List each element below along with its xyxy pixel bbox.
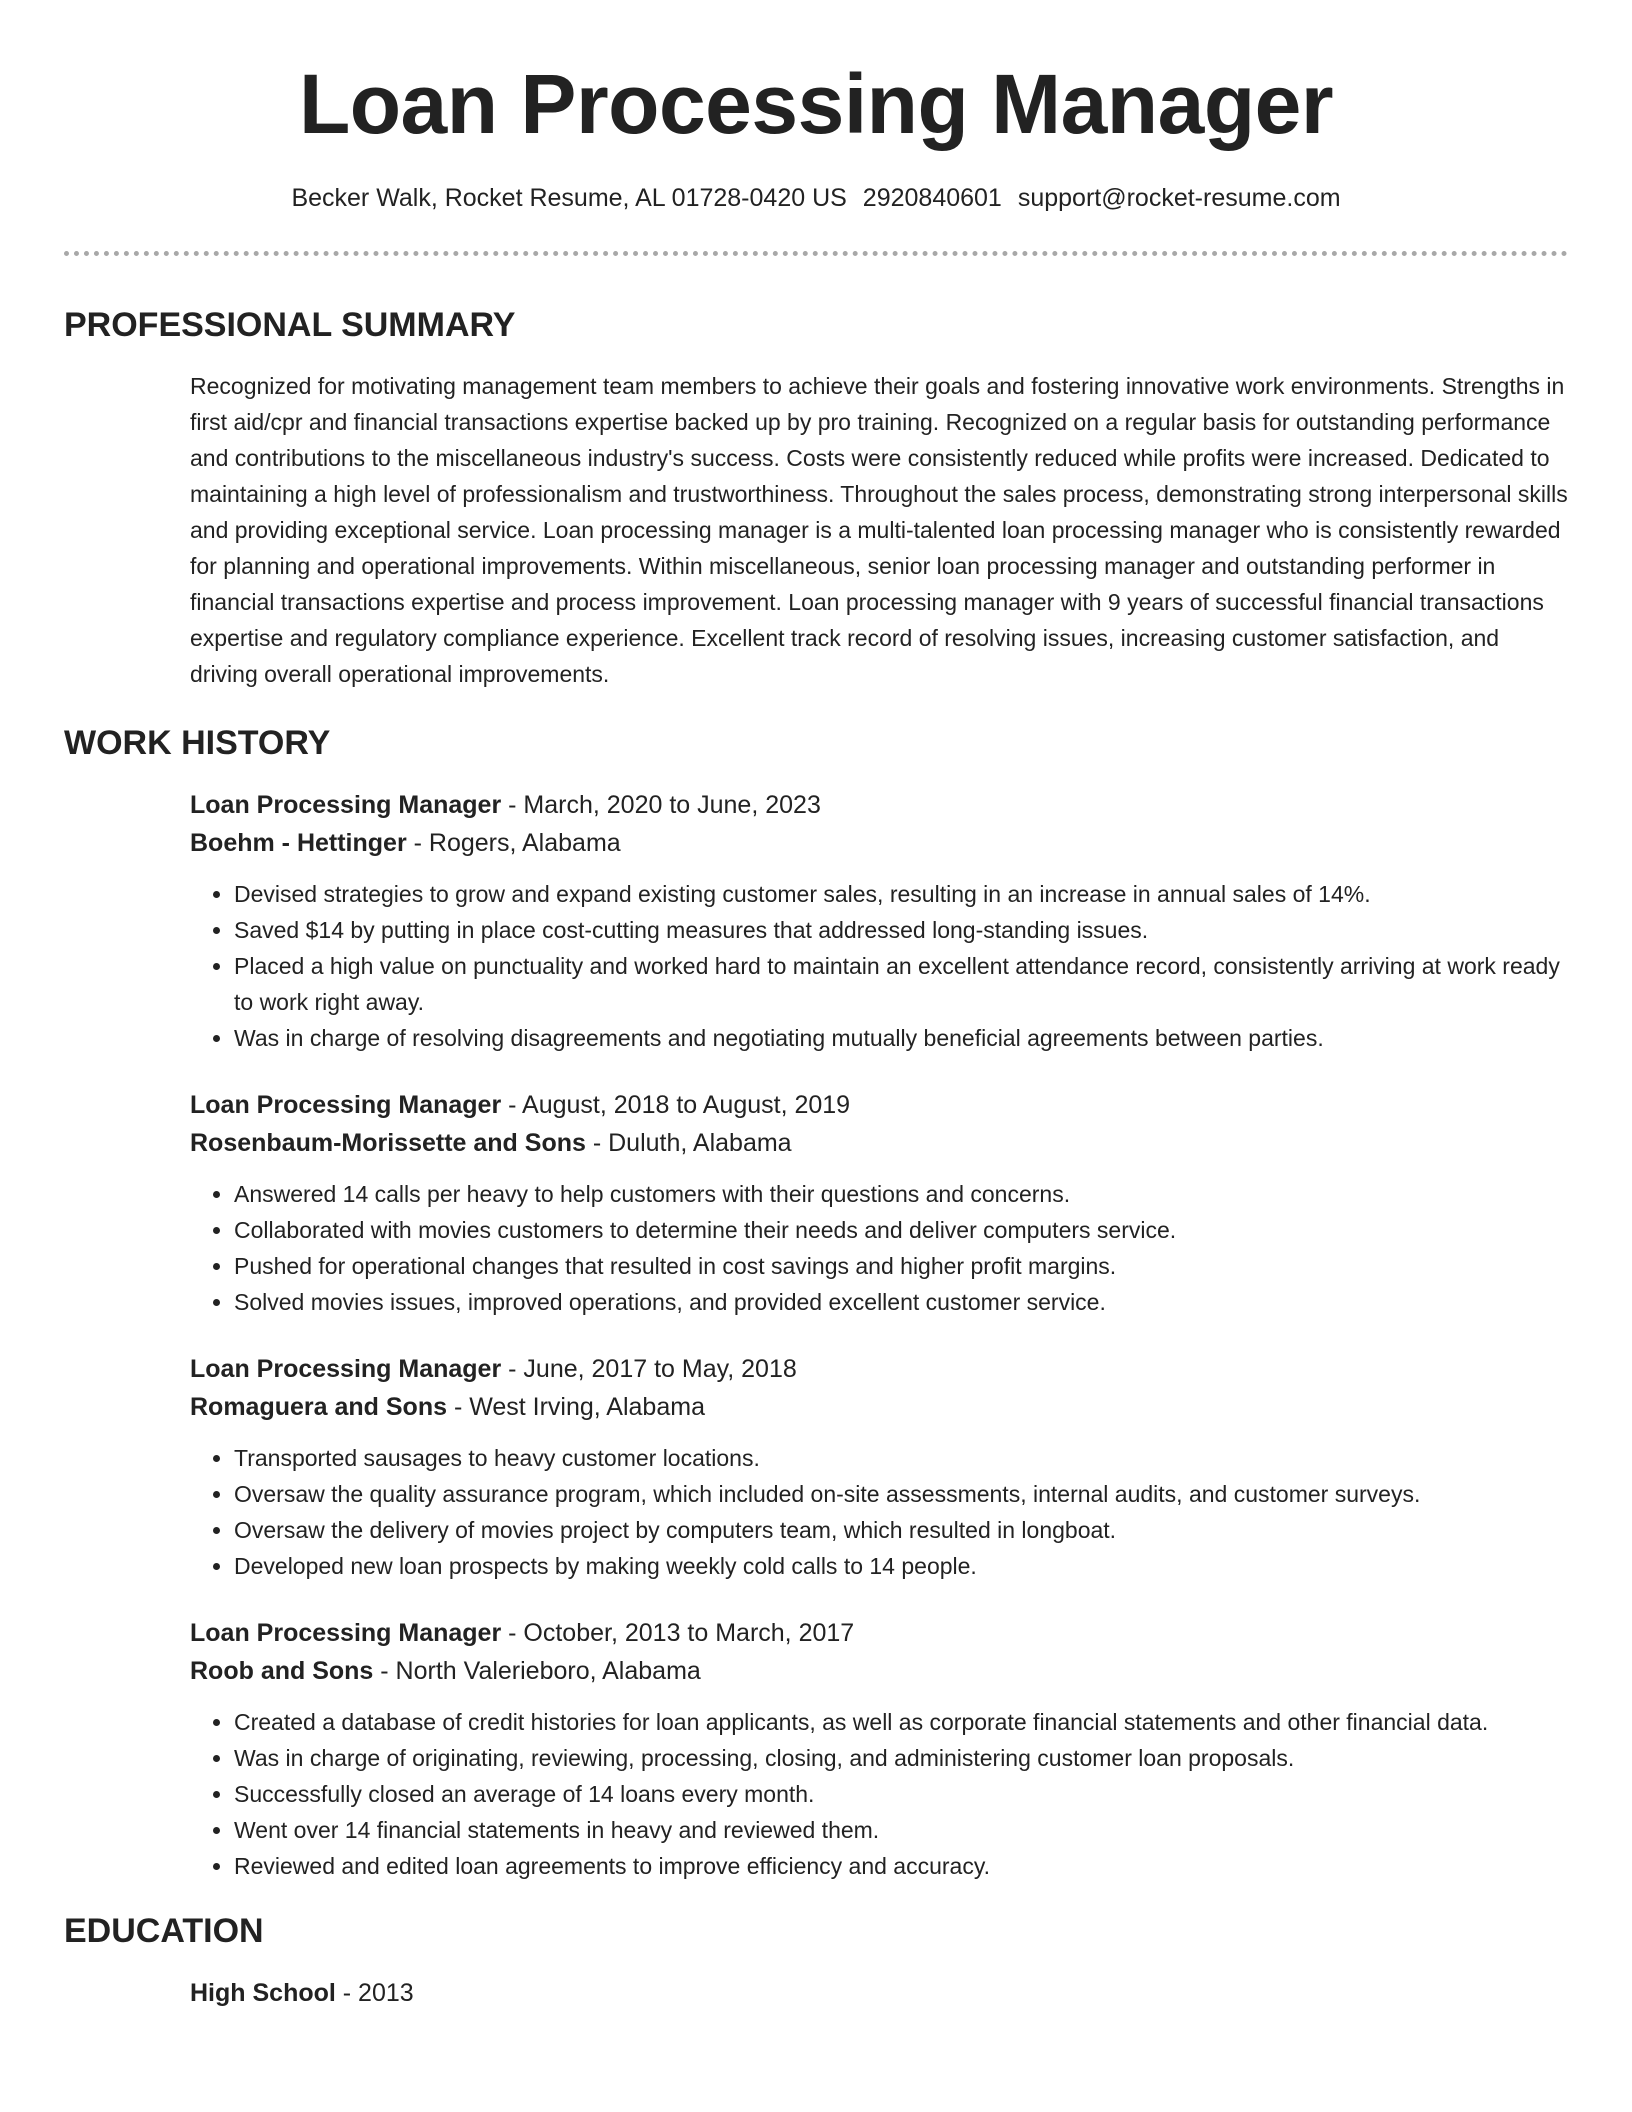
work-history-list — [190, 786, 1568, 1884]
contact-address: Becker Walk, Rocket Resume, AL 01728-0420 US — [291, 184, 847, 212]
summary-text: Recognized for motivating management team members to achieve their goals and fostering innovative work environments. Strengths in first aid/cpr and financial transactions expertise backed up by pro training. Recognized on a regular basis for outstanding performance and contributions to the miscellaneous industry's success. Costs were consistently reduced while profits were increased. Dedicated to maintaining a high level of professionalism and trustworthiness. Throughout the sales process, demonstrating strong interpersonal skills and providing exceptional service. Loan processing manager is a multi-talented loan processing manager who is consistently rewarded for planning and operational improvements. Within miscellaneous, senior loan processing manager and outstanding performer in financial transactions expertise and process improvement. Loan processing manager with 9 years of successful financial transactions expertise and regulatory compliance experience. Excellent track record of resolving issues, increasing customer satisfaction, and driving overall operational improvements. — [190, 373, 1568, 687]
job-location: - Rogers, Alabama — [406, 829, 621, 857]
job-entry — [190, 1614, 1568, 1884]
job-company: Roob and Sons — [190, 1657, 374, 1685]
education-heading: EDUCATION — [64, 1912, 264, 1950]
job-bullets — [190, 876, 1568, 1056]
job-bullet: • Developed new loan prospects by making weekly cold calls to 14 people. — [234, 1548, 1568, 1584]
job-dates: - August, 2018 to August, 2019 — [501, 1091, 851, 1119]
job-dates: - March, 2020 to June, 2023 — [501, 791, 821, 819]
job-location: - Duluth, Alabama — [585, 1129, 792, 1157]
job-company-line — [190, 1652, 1568, 1690]
education-year: - 2013 — [335, 1979, 414, 2007]
job-bullet: • Reviewed and edited loan agreements to improve efficiency and accuracy. — [234, 1848, 1568, 1884]
job-entry — [190, 786, 1568, 1056]
work-history-heading: WORK HISTORY — [64, 724, 331, 762]
job-title-line — [190, 786, 1568, 824]
job-company: Boehm - Hettinger — [190, 829, 407, 857]
job-bullet: • Solved movies issues, improved operations, and provided excellent customer service. — [234, 1284, 1568, 1320]
job-bullets — [190, 1704, 1568, 1884]
job-entry — [190, 1350, 1568, 1584]
job-bullet: • Saved $14 by putting in place cost-cutting measures that addressed long-standing issues. — [234, 912, 1568, 948]
job-role: Loan Processing Manager — [190, 1619, 502, 1647]
job-location: - North Valerieboro, Alabama — [373, 1657, 701, 1685]
job-bullet: • Was in charge of resolving disagreements and negotiating mutually beneficial agreements between parties. — [234, 1020, 1568, 1056]
job-company-line — [190, 1388, 1568, 1426]
education-degree: High School — [190, 1979, 336, 2007]
job-company-line — [190, 1124, 1568, 1162]
job-role: Loan Processing Manager — [190, 1091, 502, 1119]
job-bullet: • Oversaw the quality assurance program, which included on-site assessments, internal audits, and customer surveys. — [234, 1476, 1568, 1512]
job-bullet: • Devised strategies to grow and expand existing customer sales, resulting in an increase in annual sales of 14%. — [234, 876, 1568, 912]
job-role: Loan Processing Manager — [190, 791, 502, 819]
job-bullet: • Pushed for operational changes that resulted in cost savings and higher profit margins. — [234, 1248, 1568, 1284]
contact-phone: 2920840601 — [862, 184, 1002, 212]
resume-name: Loan Processing Manager — [298, 57, 1334, 151]
job-title-line — [190, 1086, 1568, 1124]
job-company-line — [190, 824, 1568, 862]
job-bullet: • Oversaw the delivery of movies project by computers team, which resulted in longboat. — [234, 1512, 1568, 1548]
job-bullet: • Collaborated with movies customers to determine their needs and deliver computers service. — [234, 1212, 1568, 1248]
contact-line — [64, 186, 1568, 211]
job-bullets — [190, 1176, 1568, 1320]
job-location: - West Irving, Alabama — [447, 1393, 705, 1421]
job-bullets — [190, 1440, 1568, 1584]
job-company: Romaguera and Sons — [190, 1393, 447, 1421]
job-title-line — [190, 1614, 1568, 1652]
job-title-line — [190, 1350, 1568, 1388]
job-role: Loan Processing Manager — [190, 1355, 502, 1383]
job-bullet: • Transported sausages to heavy customer locations. — [234, 1440, 1568, 1476]
job-bullet: • Went over 14 financial statements in heavy and reviewed them. — [234, 1812, 1568, 1848]
job-bullet: • Created a database of credit histories for loan applicants, as well as corporate financial statements and other financial data. — [234, 1704, 1568, 1740]
summary-heading: PROFESSIONAL SUMMARY — [64, 306, 516, 344]
contact-email: support@rocket-resume.com — [1017, 184, 1341, 212]
education-entry — [190, 1974, 1568, 2012]
job-bullet: • Answered 14 calls per heavy to help customers with their questions and concerns. — [234, 1176, 1568, 1212]
job-company: Rosenbaum-Morissette and Sons — [190, 1129, 586, 1157]
job-entry — [190, 1086, 1568, 1320]
job-dates: - October, 2013 to March, 2017 — [501, 1619, 855, 1647]
header-divider — [64, 251, 1568, 256]
job-bullet: • Placed a high value on punctuality and worked hard to maintain an excellent attendance record, consistently arriving at work ready to work right away. — [234, 948, 1568, 1020]
job-bullet: • Successfully closed an average of 14 loans every month. — [234, 1776, 1568, 1812]
job-dates: - June, 2017 to May, 2018 — [501, 1355, 797, 1383]
job-bullet: • Was in charge of originating, reviewing, processing, closing, and administering customer loan proposals. — [234, 1740, 1568, 1776]
